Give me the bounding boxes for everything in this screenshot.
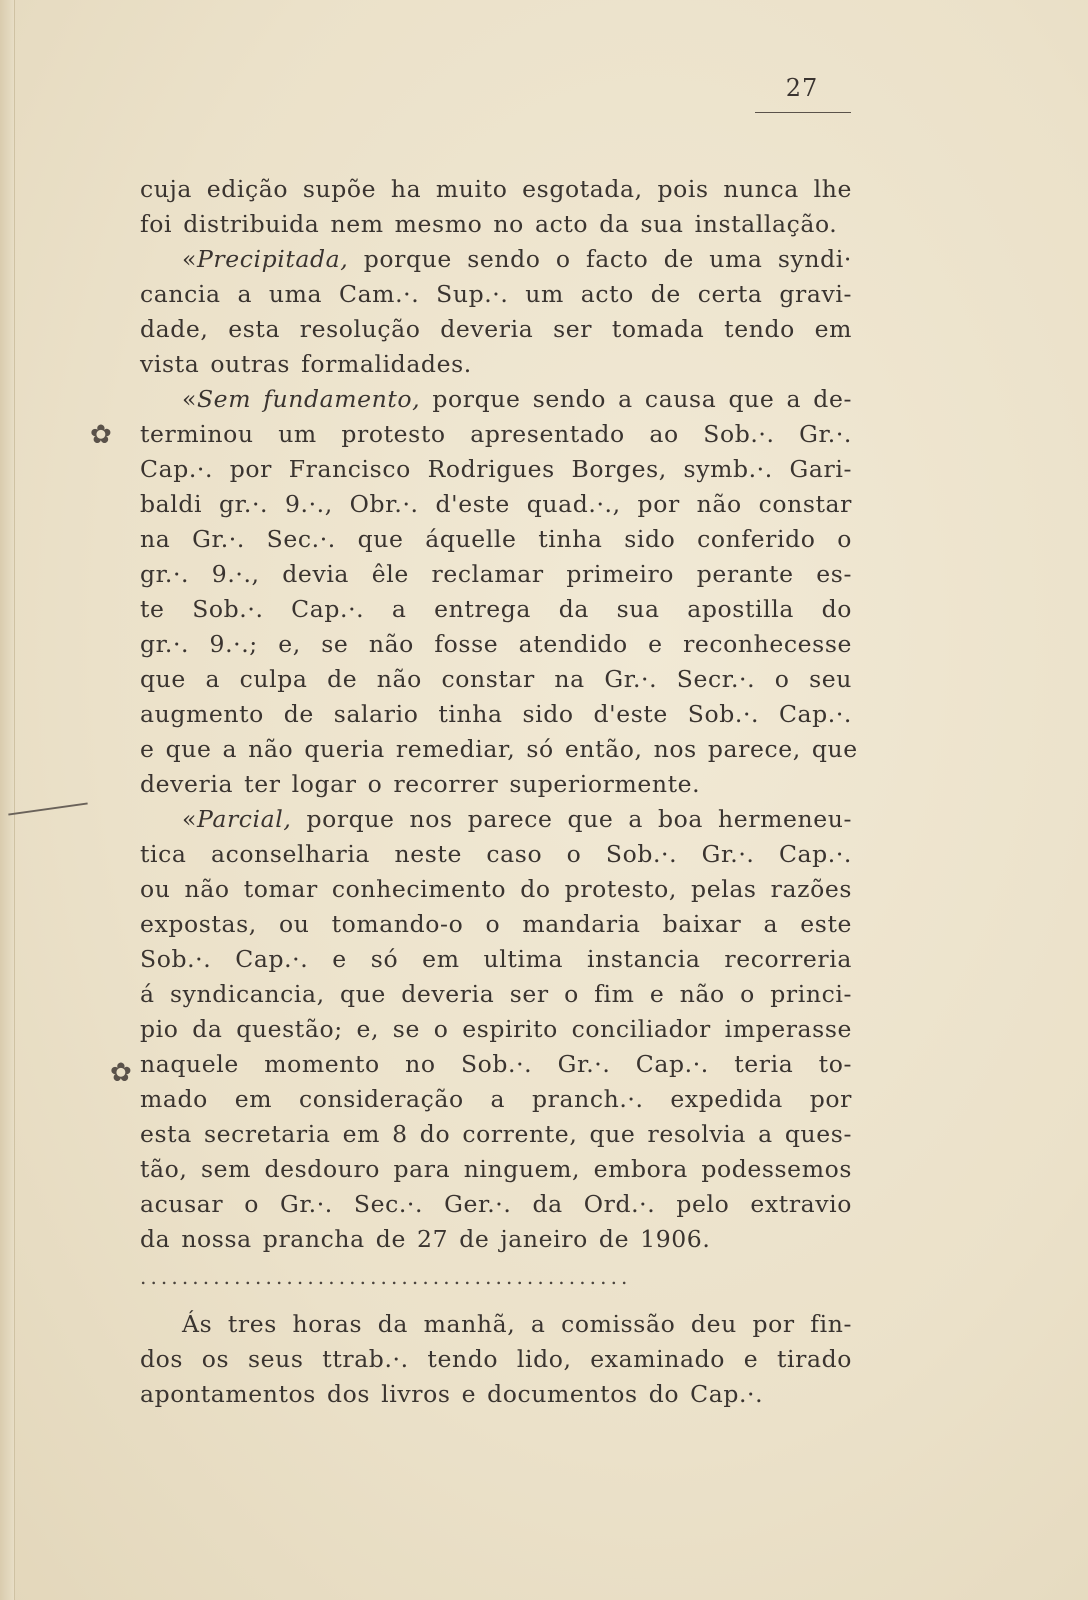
text-line: gr.·. 9.·., devia êle reclamar primeiro perante es-	[140, 560, 852, 588]
text-line: tica aconselharia neste caso o Sob.·. Gr.·. Cap.·.	[140, 840, 852, 868]
body-text	[140, 172, 858, 1412]
text-line: acusar o Gr.·. Sec.·. Ger.·. da Ord.·. pelo extravio	[140, 1190, 852, 1218]
open-quote: «	[182, 385, 197, 413]
text-line: gr.·. 9.·.; e, se não fosse atendido e reconhecesse	[140, 630, 852, 658]
text-line: que a culpa de não constar na Gr.·. Secr.·. o seu	[140, 665, 852, 693]
text-line: mado em consideração a pranch.·. expedida por	[140, 1085, 852, 1113]
text-line	[140, 382, 852, 417]
page-binding-edge	[0, 0, 15, 1600]
text-line: e que a não queria remediar, só então, nos parece, que	[140, 735, 858, 763]
text-line: Ás tres horas da manhã, a comissão deu por fin-	[182, 1310, 852, 1338]
text-line: te Sob.·. Cap.·. a entrega da sua apostilla do	[140, 595, 852, 623]
page-number-rule	[755, 112, 851, 113]
text-line: deveria ter logar o recorrer superiormente.	[140, 770, 701, 798]
text-line: dos os seus ttrab.·. tendo lido, examinado e tirado	[140, 1345, 852, 1373]
margin-ornament-icon: ✿	[90, 420, 112, 450]
line-rest: porque sendo o facto de uma syndi·	[348, 245, 852, 273]
text-line: ou não tomar conhecimento do protesto, pelas razões	[140, 875, 852, 903]
open-quote: «	[182, 245, 197, 273]
text-line: Sob.·. Cap.·. e só em ultima instancia recorreria	[140, 945, 852, 973]
text-line: augmento de salario tinha sido d'este Sob.·. Cap.·.	[140, 700, 852, 728]
italic-term: Sem fundamento,	[196, 385, 421, 413]
line-rest: porque nos parece que a boa hermeneu-	[291, 805, 852, 833]
margin-pencil-stroke	[8, 802, 87, 815]
text-line: da nossa prancha de 27 de janeiro de 1906.	[140, 1225, 711, 1253]
line-rest: porque sendo a causa que a de-	[420, 385, 852, 413]
text-line: terminou um protesto apresentado ao Sob.·. Gr.·.	[140, 420, 852, 448]
margin-ornament-icon: ✿	[110, 1058, 132, 1088]
open-quote: «	[182, 805, 197, 833]
text-line: esta secretaria em 8 do corrente, que resolvia a ques-	[140, 1120, 852, 1148]
text-line: vista outras formalidades.	[140, 350, 472, 378]
text-line: na Gr.·. Sec.·. que áquelle tinha sido conferido o	[140, 525, 852, 553]
text-line: baldi gr.·. 9.·., Obr.·. d'este quad.·., por não constar	[140, 490, 852, 518]
text-line: tão, sem desdouro para ninguem, embora podessemos	[140, 1155, 852, 1183]
text-line	[140, 802, 852, 837]
italic-term: Precipitada,	[196, 245, 349, 273]
page-number: 27	[785, 74, 819, 102]
text-line: pio da questão; e, se o espirito conciliador imperasse	[140, 1015, 852, 1043]
text-line: expostas, ou tomando-o o mandaria baixar a este	[140, 910, 852, 938]
text-line: á syndicancia, que deveria ser o fim e não o princi-	[140, 980, 852, 1008]
text-line	[140, 242, 852, 277]
text-line: Cap.·. por Francisco Rodrigues Borges, symb.·. Gari-	[140, 455, 852, 483]
text-line: apontamentos dos livros e documentos do Cap.·.	[140, 1380, 764, 1408]
text-line: naquele momento no Sob.·. Gr.·. Cap.·. teria to-	[140, 1050, 852, 1078]
dotted-separator: ...............................................	[140, 1265, 632, 1289]
text-line: cancia a uma Cam.·. Sup.·. um acto de certa gravi-	[140, 280, 852, 308]
text-line: cuja edição supõe ha muito esgotada, pois nunca lhe	[140, 175, 852, 203]
text-line: dade, esta resolução deveria ser tomada tendo em	[140, 315, 852, 343]
italic-term: Parcial,	[196, 805, 292, 833]
text-line: foi distribuida nem mesmo no acto da sua installação.	[140, 210, 838, 238]
